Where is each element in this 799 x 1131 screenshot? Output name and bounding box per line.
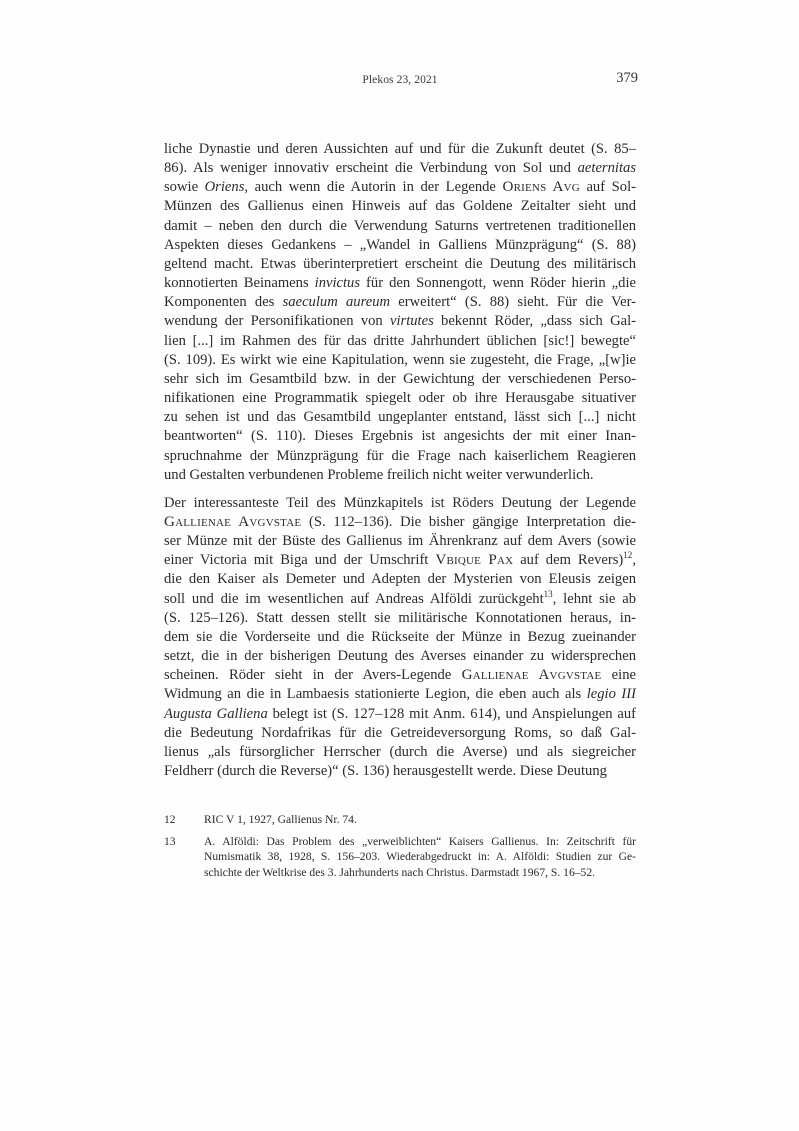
text-line: (S. 109). Es wirkt wie eine Kapitulation, wenn sie zugesteht, die Frage, „[w]ie	[164, 351, 636, 368]
text-line: wendung der Personifikationen von virtutes bekennt Röder, „dass sich Gal-	[164, 313, 636, 330]
text-line: die den Kaiser als Demeter und Adepten der Mysterien von Eleusis zeigen	[164, 571, 636, 588]
text-line: Aspekten dieses Gedankens – „Wandel in Galliens Münzprägung“ (S. 88)	[164, 236, 636, 253]
text-line: liche Dynastie und deren Aussichten auf und für die Zukunft deutet (S. 85–	[164, 141, 636, 157]
footnote-text	[204, 834, 636, 880]
footnotes-section	[164, 812, 636, 880]
text-line: beantworten“ (S. 110). Dieses Ergebnis ist angesichts der mit einer Inan-	[164, 428, 636, 445]
text-line: spruchnahme der Münzprägung für die Frage nach kaiserlichem Reagieren	[164, 447, 636, 464]
text-line: soll und die im wesentlichen auf Andreas Alföldi zurückgeht$^{13}$, lehnt sie ab	[164, 588, 636, 607]
text-line: konnotierten Beinamens invictus für den Sonnengott, wenn Röder hierin „die	[164, 275, 636, 292]
text-line: Augusta Galliena belegt ist (S. 127–128 mit Anm. 614), und Anspielungen auf	[164, 705, 636, 722]
text-line: damit – neben den durch die Verwendung Saturns vertretenen traditionellen	[164, 217, 636, 234]
text-line: sowie Oriens, auch wenn die Autorin in der Legende Oriens Avg auf Sol-	[164, 179, 637, 196]
running-head	[164, 70, 638, 90]
text-line: zu sehen ist und das Gesamtbild ungeplanter entstand, lässt sich [...] nicht	[164, 409, 636, 426]
text-line: (S. 125–126). Statt dessen stellt sie militärische Konnotationen heraus, in-	[164, 609, 636, 626]
italic-term: virtutes	[389, 313, 434, 330]
text-line: ser Münze mit der Büste des Gallienus im Ährenkranz auf dem Avers (sowie	[164, 533, 636, 550]
text-line: einer Victoria mit Biga und der Umschrift Vbique Pax auf dem Revers)$^{12}$,	[164, 550, 636, 569]
footnote-12	[164, 812, 636, 827]
text-line: Komponenten des saeculum aureum erweitert“ (S. 88) sieht. Für die Ver-	[164, 294, 637, 311]
footnote-text	[204, 812, 636, 827]
small-caps-term: Gallienae Avgvstae	[164, 513, 302, 530]
text-line: sehr sich im Gesamtbild bzw. in der Gewichtung der verschiedenen Perso-	[164, 370, 636, 387]
text-line: setzt, die in der bisherigen Deutung des Averses einander zu widersprechen	[164, 648, 636, 665]
text-line: und Gestalten verbundenen Probleme freilich nicht weiter verwunderlich.	[164, 466, 594, 483]
paragraph-1	[164, 140, 636, 485]
footnote-13	[164, 834, 636, 880]
footnote-line: schichte der Weltkrise des 3. Jahrhunderts nach Christus. Darmstadt 1967, S. 16–52.	[204, 865, 596, 879]
text-line: Gallienae Avgvstae (S. 112–136). Die bisher gängige Interpretation die-	[164, 513, 636, 530]
text-line: nifikationen eine Programmatik spiegelt oder ob ihre Herausgabe situativer	[164, 390, 636, 407]
footnote-marker-12[interactable]: 12	[623, 550, 633, 561]
small-caps-term: Gallienae Avgvstae	[461, 667, 602, 684]
text-line: Münzen des Gallienus einen Hinweis auf das Goldene Zeitalter sieht und	[164, 198, 636, 215]
text-line: Feldherr (durch die Reverse)“ (S. 136) herausgestellt werde. Diese Deutung	[164, 763, 607, 779]
small-caps-term: Oriens Avg	[502, 179, 580, 196]
italic-term: aeternitas	[577, 160, 636, 177]
text-line: scheinen. Röder sieht in der Avers-Legende Gallienae Avgvstae eine	[164, 667, 636, 684]
italic-term: Oriens	[204, 179, 245, 196]
page-number: 379	[616, 70, 638, 86]
italic-term: invictus	[314, 275, 361, 292]
text-line: die Bedeutung Nordafrikas für die Getreideversorgung Roms, so daß Gal-	[164, 724, 636, 741]
italic-term: Augusta Galliena	[164, 705, 268, 722]
text-line: dem sie die Vorderseite und die Rückseite der Münze in Bezug zueinander	[164, 628, 636, 645]
footnote-number: 12	[164, 813, 176, 826]
paragraph-2	[164, 494, 636, 781]
footnote-line: A. Alföldi: Das Problem des „verweiblichten“ Kaisers Gallienus. In: Zeitschrift für	[204, 835, 636, 849]
footnote-line: Numismatik 38, 1928, S. 156–203. Wiederabgedruckt in: A. Alföldi: Studien zur Ge-	[204, 850, 636, 864]
running-head-title: Plekos 23, 2021	[362, 74, 438, 86]
text-line: Widmung an die in Lambaesis stationierte Legion, die eben auch als legio III	[164, 686, 636, 703]
footnote-line: RIC V 1, 1927, Gallienus Nr. 74.	[204, 813, 357, 826]
body-text-column	[164, 140, 636, 781]
text-line: geltend macht. Etwas überinterpretiert erscheint die Deutung des militärisch	[164, 255, 636, 272]
italic-term: saeculum aureum	[282, 294, 391, 311]
footnote-marker-13[interactable]: 13	[543, 588, 553, 599]
text-line: lien [...] im Rahmen des für das dritte Jahrhundert üblichen [sic!] bewegte“	[164, 332, 636, 349]
small-caps-term: Vbique Pax	[435, 552, 514, 569]
text-line: lienus „als fürsorglicher Herrscher (durch die Averse) und als siegreicher	[164, 743, 636, 760]
text-line: 86). Als weniger innovativ erscheint die Verbindung von Sol und aeternitas	[164, 160, 636, 177]
italic-term: legio III	[586, 686, 636, 703]
footnote-number: 13	[164, 835, 176, 849]
text-line: Der interessanteste Teil des Münzkapitels ist Röders Deutung der Legende	[164, 494, 636, 511]
